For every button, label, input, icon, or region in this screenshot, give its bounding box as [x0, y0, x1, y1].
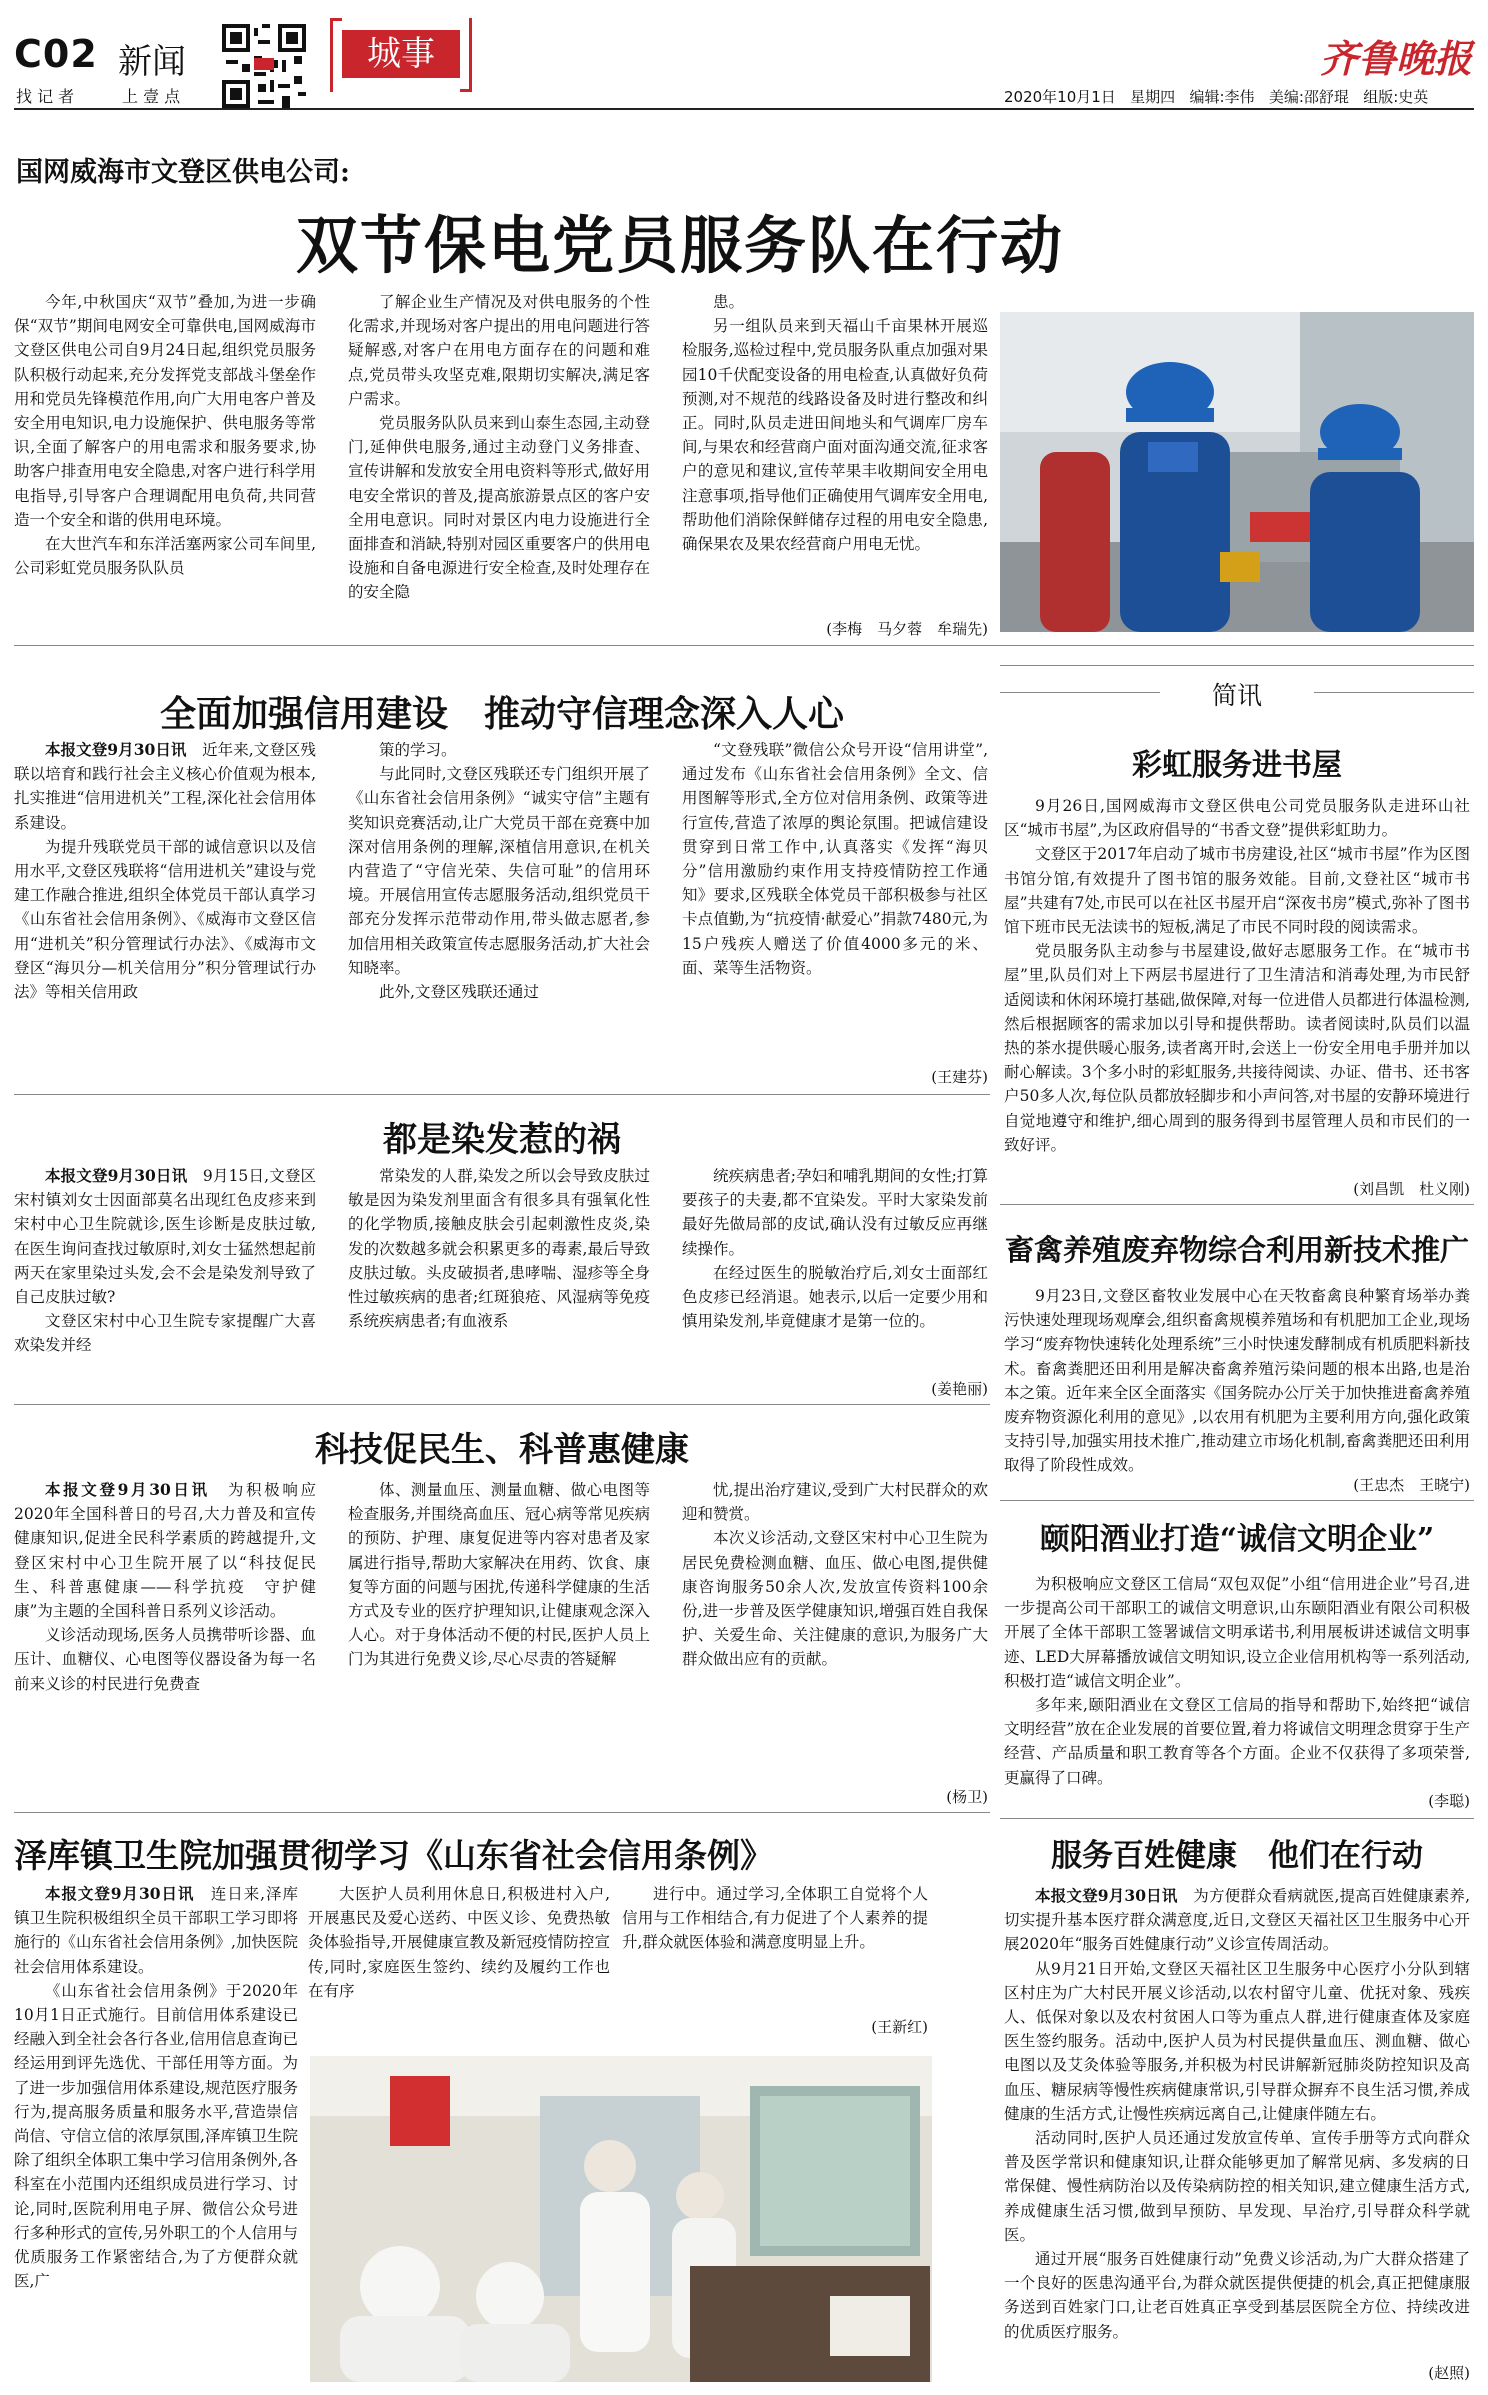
article-health-author: (赵照) [1428, 2364, 1470, 2382]
article-credit-author: (王建芬) [931, 1068, 988, 1086]
brief-label-rule-left [1000, 692, 1160, 693]
article-science-author: (杨卫) [946, 1788, 988, 1806]
lead-bottom-rule [14, 645, 1474, 646]
article-dye-byline: 本报文登9月30日讯 [45, 1166, 188, 1185]
divider [1000, 1204, 1474, 1205]
article-science-byline: 本报文登9月30日讯 [45, 1480, 210, 1499]
header-meta [1004, 86, 1428, 107]
article-science-col-1: 本报文登9月30日讯 为积极响应2020年全国科普日的号召,大力普及和宣传健康知识,促进全民科学素质的跨越提升,文登区宋村中心卫生院开展了以“科技促民生、科普惠健康——科学抗疫 守护健康”为主题的全国科普日系列义诊活动。 义诊活动现场,医务人员携带听诊器、血压计、血糖仪、心电图等仪器设备为每一名前来义诊的村民进行免费查 [14, 1480, 316, 1693]
article-science-col-2: 体、测量血压、测量血糖、做心电图等检查服务,并围绕高血压、冠心病等常见疾病的预防、护理、康复促进等内容对患者及家属进行指导,帮助大家解决在用药、饮食、康复等方面的问题与困扰,传递科学健康的生活方式及专业的医疗护理知识,让健康观念深入人心。对于身体活动不便的村民,医护人员上门为其进行免费义诊,尽心尽责的答疑解 [348, 1481, 650, 1669]
article-science-headline: 科技促民生、科普惠健康 [315, 1430, 689, 1470]
article-dye-author: (姜艳丽) [931, 1380, 988, 1398]
brief-livestock-headline: 畜禽养殖废弃物综合利用新技术推广 [1004, 1233, 1469, 1267]
lead-column-1: 今年,中秋国庆“双节”叠加,为进一步确保“双节”期间电网安全可靠供电,国网威海市文登区供电公司自9月24日起,组织党员服务队积极行动起来,充分发挥党支部战斗堡垒作用和党员先锋模范作用,向广大用电客户普及安全用电知识,电力设施保护、供电服务等常识,全面了解客户的用电需求和服务要求,协助客户排查用电安全隐患,对客户进行科学用电指导,引导客户合理调配用电负荷,共同营造一个安全和谐的供用电环境。 在大世汽车和东洋活塞两家公司车间里,公司彩虹党员服务队队员 [14, 293, 316, 578]
article-dye-col-3: 统疾病患者;孕妇和哺乳期间的女性;打算要孩子的夫妻,都不宜染发。平时大家染发前最好先做局部的皮试,确认没有过敏反应再继续操作。 在经过医生的脱敏治疗后,刘女士面部红色皮疹已经消退。她表示,以后一定要少用和慎用染发剂,毕竟健康才是第一位的。 [682, 1167, 988, 1331]
qr-code [222, 24, 306, 108]
article-dye-col-2: 常染发的人群,染发之所以会导致皮肤过敏是因为染发剂里面含有很多具有强氧化性的化学物质,接触皮肤会引起刺激性皮炎,染发的次数越多就会积累更多的毒素,最后导致皮肤过敏。头皮破损者,患哮喘、湿疹等全身性过敏疾病的患者;红斑狼疮、风湿病等免疫系统疾病患者;有血液系 [348, 1167, 650, 1331]
divider [1000, 1500, 1474, 1501]
editor-credit: 编辑:李伟 [1189, 88, 1255, 106]
lead-photo-workers [1000, 312, 1474, 632]
header-rule [14, 108, 1474, 110]
proof-credit: 组版:史英 [1363, 88, 1429, 106]
lead-headline: 双节保电党员服务队在行动 [295, 209, 1064, 282]
article-credit-byline: 本报文登9月30日讯 [45, 740, 187, 759]
article-zeku-col-2: 大医护人员利用休息日,积极进村入户,开展惠民及爱心送药、中医义诊、免费热敏灸体验指导,开展健康宣教及新冠疫情防控宣传,同时,家庭医生签约、续约及履约工作也在有序 [308, 1885, 610, 2000]
article-credit-col-3: “文登残联”微信公众号开设“信用讲堂”,通过发布《山东省社会信用条例》全文、信用图解等形式,全方位对信用条例、政策等进行宣传,营造了浓厚的舆论氛围。把诚信建设贯穿到日常工作中,认真落实《发挥“海贝分”信用激励约束作用支持疫情防控工作通知》要求,区残联全体党员干部积极参与社区卡点值勤,为“抗疫情·献爱心”捐款7480元,为15户残疾人赠送了价值4000多元的米、面、菜等生活物资。 [682, 741, 988, 977]
article-credit-headline: 全面加强信用建设 推动守信理念深入人心 [159, 693, 844, 735]
lead-author: (李梅 马夕蓉 牟瑞先) [826, 620, 988, 638]
brief-rainbow-text: 9月26日,国网威海市文登区供电公司党员服务队走进环山社区“城市书屋”,为区政府倡导的“书香文登”提供彩虹助力。 文登区于2017年启动了城市书房建设,社区“城市书屋”作为区图书馆分馆,有效提升了图书馆的服务效能。目前,文登社区“城市书屋”共建有7处,市民可以在社区书屋开启“深夜书房”模式,弥补了图书馆下班市民无法读书的短板,满足了市民不同时段的阅读需求。 党员服务队主动参与书屋建设,做好志愿服务工作。在“城市书屋”里,队员们对上下两层书屋进行了卫生清洁和消毒处理,为市民舒适阅读和休闲环境打基础,做保障,对每一位进借人员都进行体温检测,然后根据顾客的需求加以引导和提供帮助。读者阅读时,队员们以温热的茶水提供暖心服务,读者离开时,会送上一份安全用电手册并加以耐心解读。3个多小时的彩虹服务,共接待阅读、办证、借书、还书客户50多人次,每位队员都放轻脚步和小声问答,对书屋的安静环境进行自觉地遵守和维护,细心周到的服务得到书屋管理人员和市民们的一致好评。 [1004, 797, 1470, 1154]
article-dye-headline: 都是染发惹的祸 [383, 1120, 621, 1160]
article-credit-col-1: 本报文登9月30日讯 近年来,文登区残联以培育和践行社会主义核心价值观为根本,扎实推进“信用进机关”工程,深化社会信用体系建设。 为提升残联党员干部的诚信意识以及信用水平,文登区残联将“信用进机关”建设与党建工作融合推进,组织全体党员干部认真学习《山东省社会信用条例》、《威海市文登区信用“进机关”积分管理试行办法》、《威海市文登区“海贝分—机关信用分”积分管理试行办法》等相关信用政 [14, 740, 316, 1002]
column-tag: 城事 [342, 30, 460, 78]
lead-kicker: 国网威海市文登区供电公司: [16, 157, 350, 188]
brief-livestock-author: (王忠杰 王晓宁) [1353, 1476, 1470, 1494]
issue-date: 2020年10月1日 [1004, 88, 1116, 106]
column-tag-frame [330, 18, 472, 92]
article-health-byline: 本报文登9月30日讯 [1035, 1886, 1178, 1905]
article-credit-col-2: 策的学习。 与此同时,文登区残联还专门组织开展了《山东省社会信用条例》“诚实守信”主题有奖知识竞赛活动,让广大党员干部在竞赛中加深对信用条例的理解,深植信用意识,在机关内营造了“守信光荣、失信可耻”的信用环境。开展信用宣传志愿服务活动,组织党员干部充分发挥示范带动作用,带头做志愿者,参加信用相关政策宣传志愿服务活动,扩大社会知晓率。 此外,文登区残联还通过 [348, 741, 650, 1002]
article-zeku-byline: 本报文登9月30日讯 [45, 1884, 195, 1903]
lead-column-2: 了解企业生产情况及对供电服务的个性化需求,并现场对客户提出的用电问题进行答疑解惑,对客户在用电方面存在的问题和难点,党员带头攻坚克难,限期切实解决,满足客户需求。 党员服务队队员来到山泰生态园,主动登门,延伸供电服务,通过主动登门义务排查、宣传讲解和发放安全用电资料等形式,做好用电安全常识的普及,提高旅游景点区的客户安全用电意识。同时对景区内电力设施进行全面排查和消缺,特别对园区重要客户的供用电设施和自备电源进行安全检查,及时处理存在的安全隐 [348, 293, 650, 602]
masthead-logo: 齐鲁晚报 [1320, 36, 1473, 81]
lead-column-3: 患。 另一组队员来到天福山千亩果林开展巡检服务,巡检过程中,党员服务队重点加强对果园10千伏配变设备的用电检查,认真做好负荷预测,对不规范的线路设备及时进行整改和纠正。同时,队员走进田间地头和气调库厂房车间,与果农和经营商户面对面沟通交流,征求客户的意见和建议,宣传苹果丰收期间安全用电注意事项,指导他们正确使用气调库安全用电,帮助他们消除保鲜储存过程的用电安全隐患,确保果农及果农经营商户用电无忧。 [682, 293, 988, 554]
divider [14, 1094, 990, 1095]
brief-winery-author: (李聪) [1428, 1792, 1470, 1810]
brief-frame-top [1000, 665, 1474, 666]
issue-weekday: 星期四 [1130, 88, 1176, 106]
article-zeku-col-3: 进行中。通过学习,全体职工自觉将个人信用与工作相结合,有力促进了个人素养的提升,群众就医体验和满意度明显上升。 [622, 1885, 928, 1952]
article-dye-col-1: 本报文登9月30日讯 9月15日,文登区宋村镇刘女士因面部莫名出现红色皮疹来到宋村中心卫生院就诊,医生诊断是皮肤过敏,在医生询问查找过敏原时,刘女士猛然想起前两天在家里染过头发,会不会是染发剂导致了自己皮肤过敏? 文登区宋村中心卫生院专家提醒广大喜欢染发并经 [14, 1166, 316, 1355]
section-name: 新闻 [118, 42, 186, 82]
header-sub-1: 找 记 者 [16, 87, 75, 106]
brief-label-rule-right [1314, 692, 1474, 693]
brief-frame-bottom [1000, 1818, 1474, 1819]
divider [14, 1812, 990, 1813]
article-health-text: 本报文登9月30日讯 为方便群众看病就医,提高百姓健康素养,切实提升基本医疗群众满意度,近日,文登区天福社区卫生服务中心开展2020年“服务百姓健康行动”义诊宣传周活动。 从9月21日开始,文登区天福社区卫生服务中心医疗小分队到辖区村庄为广大村民开展义诊活动,以农村留守儿童、优抚对象、残疾人、低保对象以及农村贫困人口等为重点人群,进行健康查体及家庭医生签约服务。活动中,医护人员为村民提供量血压、测血糖、做心电图以及艾灸体验等服务,并积极为村民讲解新冠肺炎防控知识及高血压、糖尿病等慢性疾病健康常识,引导群众摒弃不良生活习惯,养成健康的生活方式,让慢性疾病远离自己,让健康伴随左右。 活动同时,医护人员还通过发放宣传单、宣传手册等方式向群众普及医学常识和健康知识,让群众能够更加了解常见病、多发病的日常保健、慢性病防治以及传染病防控的相关知识,建立健康生活方式,养成健康生活习惯,做到早预防、早发现、早治疗,引导群众科学就医。 通过开展“服务百姓健康行动”免费义诊活动,为广大群众搭建了一个良好的医患沟通平台,为群众就医提供便捷的机会,真正把健康服务送到百姓家门口,让老百姓真正享受到基层医院全方位、持续改进的优质医疗服务。 [1004, 1886, 1471, 2341]
article-zeku-headline: 泽库镇卫生院加强贯彻学习《山东省社会信用条例》 [14, 1836, 773, 1875]
divider [14, 1404, 990, 1405]
brief-rainbow-headline: 彩虹服务进书屋 [1132, 748, 1342, 783]
brief-section-label: 简讯 [1211, 681, 1262, 710]
article-zeku-author: (王新红) [871, 2018, 928, 2036]
designer-credit: 美编:邵舒琨 [1268, 88, 1349, 106]
article-zeku-col-1: 本报文登9月30日讯 连日来,泽库镇卫生院积极组织全员干部职工学习即将施行的《山东省社会信用条例》,加快医院社会信用体系建设。 《山东省社会信用条例》于2020年10月1日正式施行。目前信用体系建设已经融入到全社会各行各业,信用信息查询已经运用到评先选优、干部任用等方面。为了进一步加强信用体系建设,规范医疗服务行为,提高服务质量和服务水平,营造崇信尚信、守信立信的浓厚氛围,泽库镇卫生院除了组织全体职工集中学习信用条例外,各科室在小范围内还组织成员进行学习、讨论,同时,医院利用电子屏、微信公众号进行多种形式的宣传,另外职工的个人信用与优质服务工作紧密结合,为了方便群众就医,广 [14, 1884, 298, 2291]
article-science-col-3: 忧,提出治疗建议,受到广大村民群众的欢迎和赞赏。 本次义诊活动,文登区宋村中心卫生院为居民免费检测血糖、血压、做心电图,提供健康咨询服务50余人次,发放宣传资料100余份,进一步普及医学健康知识,增强百姓自我保护、关爱生命、关注健康的意识,为服务广大群众做出应有的贡献。 [682, 1481, 988, 1669]
page-number: C02 [14, 32, 98, 76]
zeku-photo-nurses [310, 2056, 932, 2382]
brief-winery-headline: 颐阳酒业打造“诚信文明企业” [1039, 1522, 1435, 1557]
brief-rainbow-author: (刘昌凯 杜义刚) [1353, 1180, 1470, 1198]
brief-winery-text: 为积极响应文登区工信局“双包双促”小组“信用进企业”号召,进一步提高公司干部职工的诚信文明意识,山东颐阳酒业有限公司积极开展了全体干部职工签署诚信文明承诺书,利用展板讲述诚信文明事迹、LED大屏幕播放诚信文明知识,设立企业信用机构等一系列活动,积极打造“诚信文明企业”。 多年来,颐阳酒业在文登区工信局的指导和帮助下,始终把“诚信文明经营”放在企业发展的首要位置,着力将诚信文明理念贯穿于生产经营、产品质量和职工教育等各个方面。企业不仅获得了多项荣誉,更赢得了口碑。 [1004, 1575, 1470, 1787]
brief-livestock-text: 9月23日,文登区畜牧业发展中心在天牧畜禽良种繁育场举办粪污快速处理现场观摩会,组织畜禽规模养殖场和有机肥加工企业,现场学习“废弃物快速转化处理系统”三小时快速发酵制成有机质肥料新技术。畜禽粪肥还田利用是解决畜禽养殖污染问题的根本出路,也是治本之策。近年来全区全面落实《国务院办公厅关于加快推进畜禽养殖废弃物资源化利用的意见》,以农用有机肥为主要利用方向,强化政策支持引导,加强实用技术推广,推动建立市场化机制,畜禽粪肥还田利用取得了阶段性成效。 [1004, 1287, 1470, 1475]
header-sub-2: 上 壹 点 [122, 87, 181, 106]
article-health-headline: 服务百姓健康 他们在行动 [1051, 1838, 1423, 1874]
